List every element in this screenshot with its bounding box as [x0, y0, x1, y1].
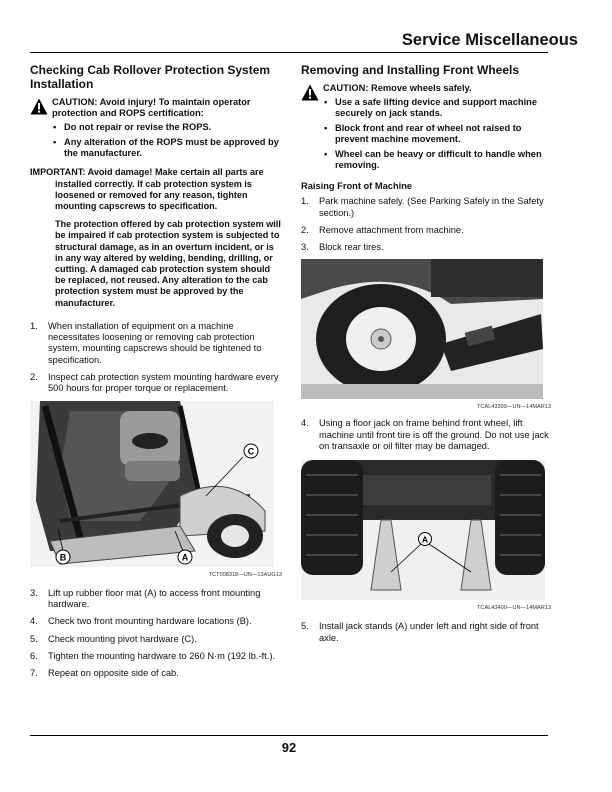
- callout-c: [244, 444, 258, 458]
- list-item: 6. Tighten the mounting hardware to 260 N·m (192 lb.-ft.).: [30, 650, 276, 661]
- figure-caption: TCT008318—UN—13AUG13: [208, 571, 282, 578]
- caution-list: [52, 122, 282, 159]
- figure-cab-mounting: [30, 401, 282, 578]
- section-heading-wheels: Removing and Installing Front Wheels: [301, 63, 520, 77]
- list-item: 1. Park machine safely. (See Parking Safely in the Safety section.): [301, 196, 544, 218]
- floor-jack-photo-illustration: [301, 259, 543, 399]
- callout-a: [419, 533, 432, 546]
- steps-list-c: [301, 621, 551, 644]
- warning-triangle-icon: [30, 98, 48, 115]
- figure-caption: TCAL43400—UN—14MAR13: [477, 605, 551, 612]
- subheading-raising: Raising Front of Machine: [301, 181, 413, 192]
- cab-photo-illustration: [30, 401, 274, 567]
- callout-b: [56, 550, 70, 564]
- list-item: 2. Remove attachment from machine.: [301, 224, 464, 235]
- svg-text:A: A: [181, 552, 189, 563]
- jack-stands-photo-illustration: [301, 460, 545, 600]
- list-item: 5. Check mounting pivot hardware (C).: [30, 633, 197, 644]
- list-item: • Wheel can be heavy or difficult to handle when removing.: [323, 149, 551, 171]
- list-item: • Any alteration of the ROPS must be approved by the manufacturer.: [52, 137, 282, 159]
- section-heading-rops: Checking Cab Rollover Protection System Installation: [30, 63, 271, 91]
- caution-block-rops: [30, 97, 282, 159]
- list-item: 4. Check two front mounting hardware locations (B).: [30, 616, 252, 627]
- important-text-2: The protection offered by cab protection system will be impaired if cab protection system is subjected to structural damage, as in an overturn incident, or is in any way altered by welding, bending, drilling, or cutting. A damaged cab protection system should be replaced, not reused. Any alteration to the cab protection system must be approved by the manufacturer.: [55, 219, 281, 308]
- right-column: [301, 63, 551, 650]
- list-item: 7. Repeat on opposite side of cab.: [30, 668, 179, 679]
- list-item: • Block front and rear of wheel not raised to prevent machine movement.: [323, 123, 551, 145]
- caution-text: CAUTION: Remove wheels safely.: [323, 83, 472, 93]
- list-item: • Do not repair or revise the ROPS.: [52, 122, 282, 133]
- list-item: 4. Using a floor jack on frame behind front wheel, lift machine until front tire is off the ground. Do not use jack on transaxle or oil filter may be damaged.: [301, 418, 549, 451]
- important-note: [30, 167, 282, 308]
- caution-block-wheels: [301, 83, 551, 171]
- warning-triangle-icon: [301, 84, 319, 101]
- list-item: 3. Block rear tires.: [301, 242, 384, 253]
- list-item: 1. When installation of equipment on a machine necessitates loosening or removing cab protection system, mounting capscrews should be tightened to specification.: [30, 320, 262, 365]
- list-item: 3. Lift up rubber floor mat (A) to access front mounting hardware.: [30, 587, 261, 609]
- header-rule: [30, 52, 548, 53]
- left-column: [30, 63, 282, 685]
- steps-list-a: [30, 321, 282, 395]
- steps-list-b: [301, 418, 551, 452]
- caution-list: [323, 97, 551, 171]
- figure-jack-stands: [301, 460, 551, 611]
- important-text-1: IMPORTANT: Avoid damage! Make certain all parts are installed correctly. If cab protection system is loosened or removed for any reason, tighten mounting capscrews to specification.: [30, 167, 264, 212]
- footer-rule: [30, 735, 548, 736]
- callout-a: [178, 550, 192, 564]
- steps-list-a: [301, 196, 551, 253]
- steps-list-b: [30, 588, 282, 680]
- list-item: • Use a safe lifting device and support machine securely on jack stands.: [323, 97, 551, 119]
- list-item: 5. Install jack stands (A) under left and right side of front axle.: [301, 621, 539, 643]
- figure-floor-jack: [301, 259, 551, 410]
- svg-text:B: B: [59, 552, 67, 563]
- page-title: Service Miscellaneous: [401, 31, 578, 49]
- caution-text: CAUTION: Avoid injury! To maintain operator protection and ROPS certification:: [52, 97, 251, 119]
- figure-caption: TCAL43399—UN—14MAR13: [477, 404, 551, 411]
- list-item: 2. Inspect cab protection system mounting hardware every 500 hours for proper torque or replacement.: [30, 372, 279, 394]
- svg-text:C: C: [247, 446, 255, 457]
- svg-text:A: A: [421, 534, 429, 545]
- page-number: 92: [281, 740, 297, 755]
